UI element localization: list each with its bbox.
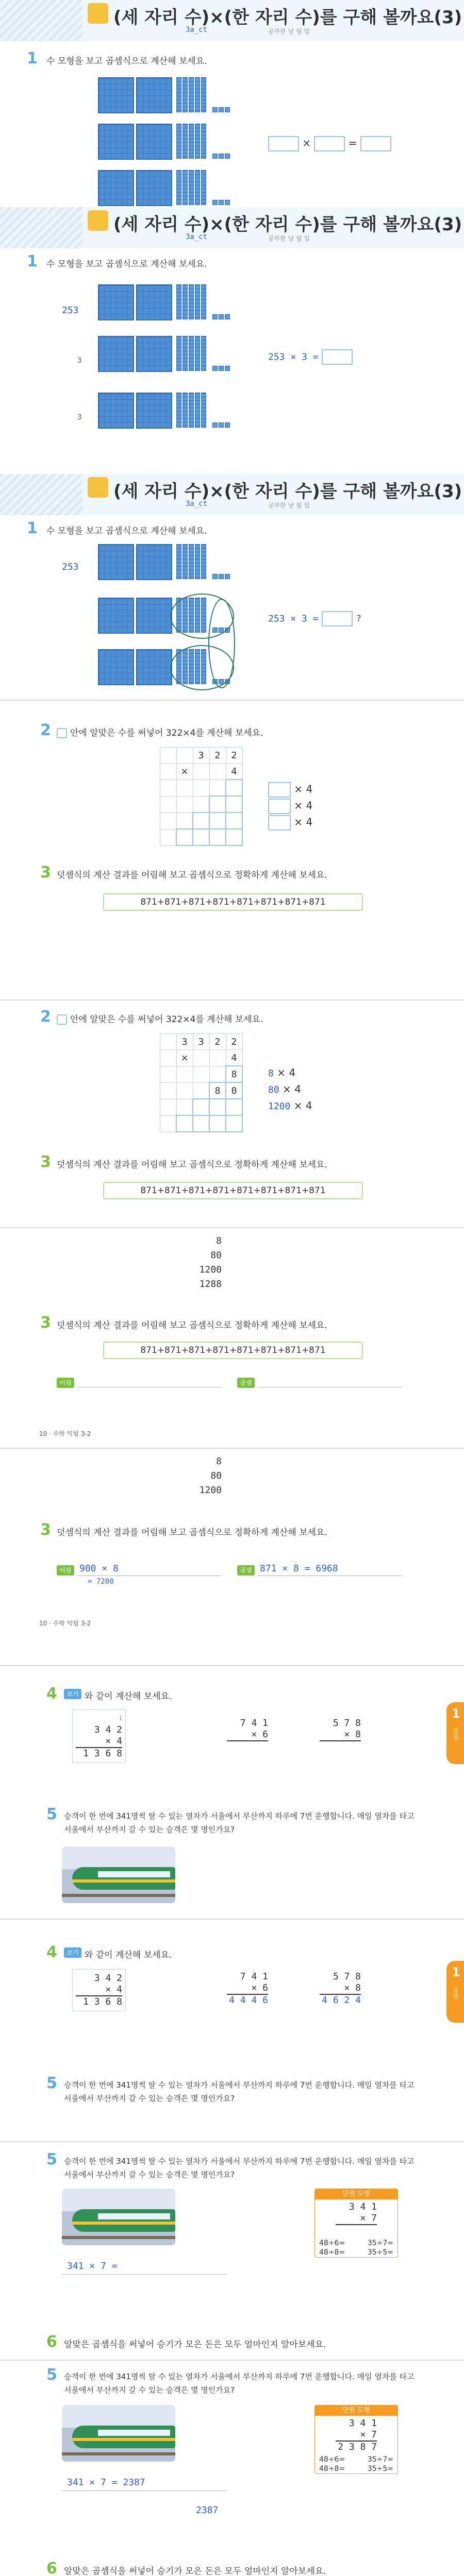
handwritten-equation: 253 × 3 = bbox=[268, 351, 319, 363]
multiply-tag: 곱셈 bbox=[237, 1565, 255, 1575]
exercise-multiplication: 5 7 8 × 8 4 6 2 4 bbox=[320, 1971, 361, 2006]
handwritten-exact: 871 × 8 = 6968 bbox=[260, 1563, 338, 1574]
handwritten-number: 3 bbox=[77, 413, 82, 421]
lesson-banner bbox=[0, 474, 464, 515]
sum-expression: 871+871+871+871+871+871+871+871 bbox=[103, 1342, 363, 1359]
question-number: 2 bbox=[40, 1008, 51, 1026]
handwritten-partial: 8 bbox=[216, 1456, 222, 1467]
handwritten-equation: 253 × 3 = bbox=[268, 613, 319, 624]
banner-pattern bbox=[0, 474, 82, 515]
partial-product-row: 80 × 4 bbox=[268, 1083, 301, 1095]
page-6 bbox=[0, 1228, 464, 1448]
question-text: 승객이 한 번에 341명씩 탈 수 있는 열차가 서울에서 부산까지 하루에 7번 운행합니다. 매일 열차를 타고 서울에서 부산까지 갈 수 있는 승객은 몇 명인가요? bbox=[64, 2157, 415, 2179]
handwritten-partial: 80 bbox=[210, 1470, 222, 1481]
unit-side-tab: 1 곱셈 bbox=[446, 1702, 464, 1764]
handwritten-partial: 1200 bbox=[199, 1485, 222, 1496]
exercise-multiplication: 7 4 1 × 6 bbox=[227, 1718, 268, 1753]
lesson-title: (세 자리 수)×(한 자리 수)를 구해 볼까요(3) bbox=[113, 214, 462, 235]
block-row bbox=[98, 124, 253, 161]
block-row bbox=[98, 77, 253, 114]
page-7 bbox=[0, 1449, 464, 1665]
example-tag: 보기 bbox=[64, 1689, 81, 1699]
handwritten-partial: 80 bbox=[210, 1250, 222, 1261]
question-number: 1 bbox=[27, 252, 38, 270]
product-input[interactable] bbox=[360, 136, 391, 151]
estimate-tag: 어림 bbox=[57, 1565, 74, 1575]
answer-line[interactable] bbox=[62, 2274, 227, 2275]
lesson-banner bbox=[0, 207, 464, 248]
question-text: 덧셈식의 계산 결과를 어림해 보고 곱셈식으로 정확하게 계산해 보세요. bbox=[57, 870, 327, 880]
question-number: 1 bbox=[27, 519, 38, 537]
handwritten-partial: 8 bbox=[216, 1235, 222, 1246]
question-number: 5 bbox=[46, 2366, 57, 2384]
blank-box-icon bbox=[57, 728, 67, 738]
example-multiplication: 3 4 2 × 4 1 3 6 8 bbox=[72, 1969, 126, 2011]
handwritten-estimate-result: = 7200 bbox=[88, 1578, 114, 1586]
study-date: 공부한 날 월 일 bbox=[268, 235, 310, 242]
equals-sign: = bbox=[348, 137, 357, 149]
reference-card: 단원 도형 3 4 1 × 7 48÷6= 35÷7= 48÷8= 35÷5= bbox=[314, 2189, 398, 2258]
exercise-multiplication: 7 4 1 × 6 4 4 4 6 bbox=[227, 1971, 268, 2006]
question-number: 6 bbox=[46, 2560, 57, 2576]
question-text: 덧셈식의 계산 결과를 어림해 보고 곱셈식으로 정확하게 계산해 보세요. bbox=[57, 1320, 327, 1331]
block-row bbox=[98, 544, 253, 581]
question-text: 승객이 한 번에 341명씩 탈 수 있는 열차가 서울에서 부산까지 하루에 7번 운행합니다. 매일 열차를 타고 서울에서 부산까지 갈 수 있는 승객은 몇 명인가요? bbox=[64, 1811, 415, 1834]
multiply-tag: 곱셈 bbox=[237, 1378, 255, 1388]
question-text: 수 모형을 보고 곱셈식으로 계산해 보세요. bbox=[46, 259, 207, 269]
sum-expression: 871+871+871+871+871+871+871+871 bbox=[103, 1182, 363, 1199]
handwritten-number: 253 bbox=[62, 305, 79, 316]
study-date: 공부한 날 월 일 bbox=[268, 28, 310, 35]
answer-equation bbox=[268, 349, 353, 364]
grouping-oval bbox=[208, 599, 235, 688]
banner-pattern bbox=[0, 0, 82, 41]
page-footer: 10 · 수학 익힘 3-2 bbox=[39, 1620, 91, 1627]
question-number: 5 bbox=[46, 2150, 57, 2168]
question-text: 승객이 한 번에 341명씩 탈 수 있는 열차가 서울에서 부산까지 하루에 7번 운행합니다. 매일 열차를 타고 서울에서 부산까지 갈 수 있는 승객은 몇 명인가요? bbox=[64, 2372, 415, 2395]
question-number: 5 bbox=[46, 1805, 57, 1823]
handwritten-number: 253 bbox=[62, 562, 79, 572]
multiplication-grid: 3 3 2 2 × 4 8 8 0 bbox=[160, 1033, 243, 1132]
question-text: 알맞은 곱셈식을 써넣어 승기가 모은 돈은 모두 얼마인지 알아보세요. bbox=[64, 2340, 326, 2350]
product-input[interactable] bbox=[322, 611, 353, 626]
banner-pattern bbox=[0, 207, 82, 248]
block-row bbox=[98, 284, 253, 321]
page-3 bbox=[0, 481, 464, 700]
partial-product-row: 8 × 4 bbox=[268, 1066, 296, 1079]
handwritten-estimate: 900 × 8 bbox=[79, 1563, 119, 1574]
question-text bbox=[57, 725, 263, 738]
answer-equation bbox=[268, 136, 391, 150]
exercise-multiplication: 5 7 8 × 8 bbox=[320, 1718, 361, 1753]
question-text: 와 같이 계산해 보세요. bbox=[85, 1691, 172, 1702]
question-number: 2 bbox=[40, 721, 51, 739]
lesson-title: (세 자리 수)×(한 자리 수)를 구해 볼까요(3) bbox=[113, 481, 462, 502]
lesson-title: (세 자리 수)×(한 자리 수)를 구해 볼까요(3) bbox=[113, 7, 462, 28]
multiplication-grid: 3 2 2 × 4 bbox=[160, 747, 243, 846]
question-number: 4 bbox=[46, 1943, 57, 1961]
estimate-line[interactable] bbox=[77, 1575, 222, 1576]
handwritten-equation: 341 × 7 = bbox=[67, 2261, 118, 2272]
answer-line[interactable] bbox=[62, 2490, 227, 2491]
question-text: 승객이 한 번에 341명씩 탈 수 있는 열차가 서울에서 부산까지 하루에 7번 운행합니다. 매일 열차를 타고 서울에서 부산까지 갈 수 있는 승객은 몇 명인가요? bbox=[64, 2080, 415, 2103]
page-footer: 10 · 수학 익힘 3-2 bbox=[39, 1430, 91, 1437]
question-number: 3 bbox=[40, 1521, 51, 1539]
question-text bbox=[57, 1012, 263, 1025]
blank-box-icon bbox=[57, 1014, 67, 1025]
lesson-badge-icon bbox=[88, 210, 108, 231]
times-sign: × bbox=[302, 137, 311, 149]
page-4 bbox=[0, 701, 464, 999]
question-number: 3 bbox=[40, 1153, 51, 1171]
sum-expression: 871+871+871+871+871+871+871+871 bbox=[103, 893, 363, 911]
question-text: 덧셈식의 계산 결과를 어림해 보고 곱셈식으로 정확하게 계산해 보세요. bbox=[57, 1528, 327, 1538]
question-text: 와 같이 계산해 보세요. bbox=[85, 1950, 172, 1960]
factor-input[interactable] bbox=[314, 136, 345, 151]
block-row bbox=[98, 393, 253, 430]
page-9 bbox=[0, 1920, 464, 2141]
question-number: 3 bbox=[40, 863, 51, 882]
train-illustration bbox=[62, 1846, 175, 1903]
handwritten-equation: 341 × 7 = 2387 bbox=[67, 2477, 145, 2488]
train-illustration bbox=[62, 2189, 175, 2245]
study-date: 공부한 날 월 일 bbox=[268, 502, 310, 509]
lesson-code: 3a_ct bbox=[186, 26, 208, 34]
page-5 bbox=[0, 1001, 464, 1227]
estimate-tag: 어림 bbox=[57, 1378, 74, 1388]
unit-side-tab: 1 곱셈 bbox=[446, 1961, 464, 2023]
question-text: 수 모형을 보고 곱셈식으로 계산해 보세요. bbox=[46, 526, 207, 536]
lesson-banner bbox=[0, 0, 464, 41]
example-tag: 보기 bbox=[64, 1947, 81, 1958]
partial-product-row: 1200 × 4 bbox=[268, 1099, 312, 1112]
page-10 bbox=[0, 2142, 464, 2360]
lesson-badge-icon bbox=[88, 477, 108, 498]
lesson-code: 3a_ct bbox=[186, 500, 208, 508]
question-text: 알맞은 곱셈식을 써넣어 승기가 모은 돈은 모두 얼마인지 알아보세요. bbox=[64, 2566, 326, 2576]
product-input[interactable] bbox=[322, 349, 353, 365]
partial-product-row: × 4 bbox=[268, 799, 312, 813]
question-text: 덧셈식의 계산 결과를 어림해 보고 곱셈식으로 정확하게 계산해 보세요. bbox=[57, 1160, 327, 1170]
block-row bbox=[98, 336, 253, 373]
question-number: 6 bbox=[46, 2333, 57, 2351]
lesson-code: 3a_ct bbox=[186, 233, 208, 241]
page-11 bbox=[0, 2361, 464, 2576]
page-8 bbox=[0, 1666, 464, 1919]
factor-input[interactable] bbox=[268, 136, 299, 151]
question-number: 4 bbox=[46, 1685, 57, 1703]
reference-card: 단원 도형 3 4 1 × 7 2 3 8 7 48÷6= 35÷7= 48÷8= 35÷5= bbox=[314, 2405, 398, 2474]
lesson-badge-icon bbox=[88, 3, 108, 24]
question-text-content: 안에 알맞은 수를 써넣어 322×4를 계산해 보세요. bbox=[70, 1014, 263, 1025]
partial-product-row: × 4 bbox=[268, 815, 312, 829]
block-row bbox=[98, 170, 253, 207]
train-illustration bbox=[62, 2405, 175, 2462]
handwritten-partial: 1200 bbox=[199, 1264, 222, 1275]
page-2 bbox=[0, 214, 464, 494]
multiply-line[interactable] bbox=[258, 1575, 402, 1576]
question-number: 5 bbox=[46, 2074, 57, 2092]
handwritten-answer: 2387 bbox=[196, 2505, 219, 2516]
question-number: 1 bbox=[27, 49, 38, 67]
answer-equation bbox=[268, 611, 361, 625]
question-text-content: 안에 알맞은 수를 써넣어 322×4를 계산해 보세요. bbox=[70, 728, 263, 738]
page-1 bbox=[0, 0, 464, 227]
handwritten-result: 1288 bbox=[199, 1279, 222, 1290]
handwritten-number: 3 bbox=[77, 357, 82, 365]
question-number: 3 bbox=[40, 1314, 51, 1332]
example-multiplication: 1 3 4 2 × 4 1 3 6 8 bbox=[72, 1709, 126, 1763]
partial-product-row: × 4 bbox=[268, 782, 312, 796]
question-text: 수 모형을 보고 곱셈식으로 계산해 보세요. bbox=[46, 56, 207, 66]
handwritten-question-mark: ? bbox=[356, 613, 362, 624]
